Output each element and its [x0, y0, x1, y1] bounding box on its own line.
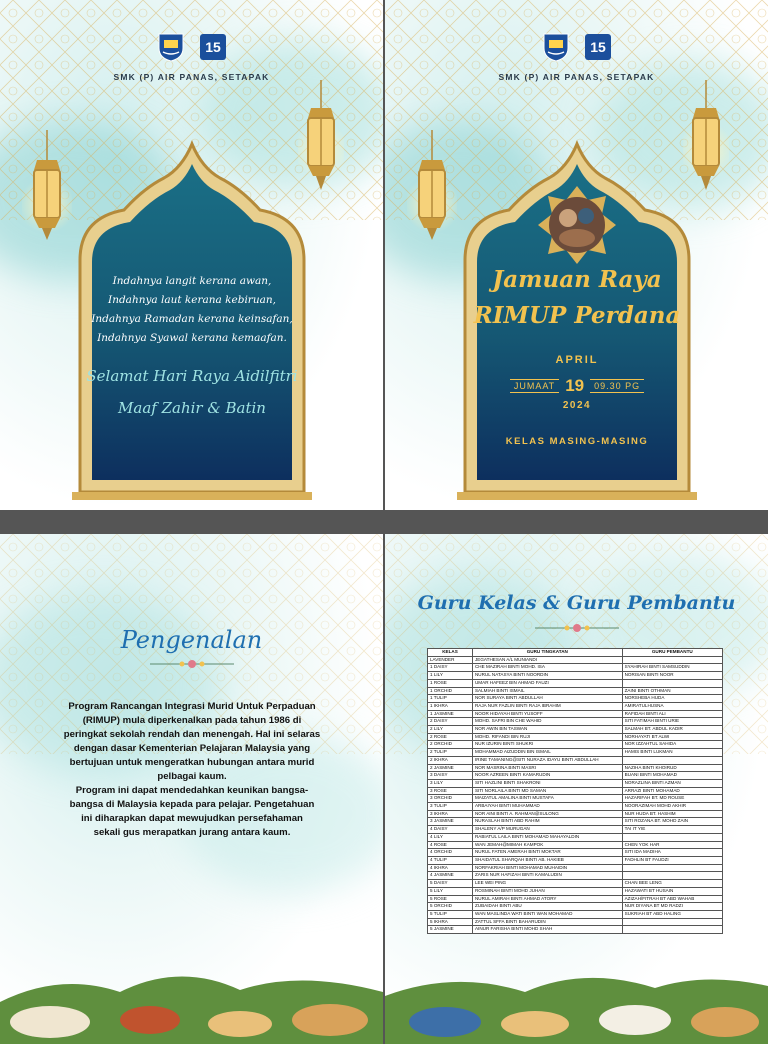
- intro-line: pelbagai kaum.: [157, 771, 227, 782]
- table-row: [428, 679, 723, 687]
- row-form-teacher: NURUL NATASYA BINTI NOORDIN: [472, 672, 622, 680]
- table-row: [428, 864, 723, 872]
- row-assistant-teacher: [622, 833, 722, 841]
- row-class: 4 ORCHID: [428, 849, 473, 857]
- row-class: 5 DAISY: [428, 880, 473, 888]
- school-crest-icon: [542, 32, 570, 62]
- poem-line: Indahnya langit kerana awan,: [112, 275, 272, 287]
- row-assistant-teacher: [622, 864, 722, 872]
- table-row: [428, 849, 723, 857]
- floral-divider-icon: [150, 658, 234, 670]
- row-assistant-teacher: SYAHIRAH BINTI SAMSUDDIN: [622, 664, 722, 672]
- row-form-teacher: NUR IZURIN BINTI SHUKRI: [472, 741, 622, 749]
- event-title: [457, 262, 697, 334]
- row-form-teacher: NURUL AMIRAH BINTI AHMAD ATORY: [472, 895, 622, 903]
- poem: [72, 272, 312, 348]
- row-form-teacher: SITI NORLAILA BINTI MD SAMAN: [472, 787, 622, 795]
- row-form-teacher: SITI HAZLINI BINTI SHAKRONI: [472, 779, 622, 787]
- svg-text:15: 15: [589, 39, 606, 55]
- column-header: KELAS: [428, 649, 473, 657]
- row-class: 1 DAISY: [428, 664, 473, 672]
- row-class: 2 DAISY: [428, 718, 473, 726]
- table-row: [428, 918, 723, 926]
- intro-line: (RIMUP) mula diperkenalkan pada tahun 1986 di: [82, 715, 302, 726]
- table-row: [428, 803, 723, 811]
- table-row: [428, 895, 723, 903]
- poem-line: Indahnya Syawal kerana kemaafan.: [97, 332, 287, 344]
- row-form-teacher: NURASLAH BINTI ABD RAHIM: [472, 818, 622, 826]
- table-row: [428, 787, 723, 795]
- table-row: [428, 810, 723, 818]
- row-class: 4 LILY: [428, 833, 473, 841]
- row-class: LAVENDER: [428, 656, 473, 664]
- intro-line: bertujuan untuk mengeratkan hubungan antara murid: [69, 757, 315, 768]
- row-assistant-teacher: SUKRIAH BT ABD HALING: [622, 910, 722, 918]
- row-form-teacher: IRINE TAMANING@SITI NURAZA IDAYU BINTI ABDULLAH: [472, 756, 622, 764]
- table-row: [428, 856, 723, 864]
- table-header-row: [428, 649, 723, 657]
- table-row: [428, 672, 723, 680]
- table-row: [428, 749, 723, 757]
- row-class: 5 LILY: [428, 887, 473, 895]
- table-row: [428, 926, 723, 934]
- column-header: GURU TINGKATAN: [472, 649, 622, 657]
- row-form-teacher: MOHD. SAFRI BIN CHE WAHID: [472, 718, 622, 726]
- row-form-teacher: NOR SURAYA BINTI ABDULLAH: [472, 695, 622, 703]
- row-form-teacher: ARBAIYAH BINTI MUHAMMAD: [472, 803, 622, 811]
- row-class: 1 TULIP: [428, 695, 473, 703]
- row-form-teacher: SHAIDATUL SHARQAH BINTI AB. HAKIEB: [472, 856, 622, 864]
- table-row: [428, 733, 723, 741]
- row-class: 3 TULIP: [428, 803, 473, 811]
- table-row: [428, 826, 723, 834]
- table-row: [428, 726, 723, 734]
- event-photo-medallion: [538, 186, 616, 264]
- school-name: SMK (P) AIR PANAS, SETAPAK: [498, 72, 655, 82]
- intro-panel: [0, 534, 383, 1044]
- row-class: 5 ROSE: [428, 895, 473, 903]
- row-form-teacher: NOR AINI BINTI A. RAHMAN@SULONG: [472, 810, 622, 818]
- row-form-teacher: RABIATUL LAILA BINTI MOHAMAD MAHAYALDIN: [472, 833, 622, 841]
- lantern-left-icon: [22, 130, 72, 260]
- row-form-teacher: ZATTUL SFFA BINTI BAHARUDIN: [472, 918, 622, 926]
- row-class: 4 IKHRA: [428, 864, 473, 872]
- row-assistant-teacher: CHEN YOK HAR: [622, 841, 722, 849]
- poem-line: Indahnya laut kerana kebiruan,: [108, 294, 276, 306]
- row-class: 3 DAISY: [428, 772, 473, 780]
- intro-line: sekali gus merapatkan jurang antara kaum.: [93, 827, 291, 838]
- intro-line: Program Rancangan Integrasi Murid Untuk Perpaduan: [68, 701, 316, 712]
- row-class: 5 TULIP: [428, 910, 473, 918]
- intro-line: Program ini dapat mendedahkan keunikan bangsa-: [75, 785, 309, 796]
- row-class: 2 TULIP: [428, 749, 473, 757]
- row-class: 4 ROSE: [428, 841, 473, 849]
- row-form-teacher: WAN JEMAH@MIMAH KAMPOK: [472, 841, 622, 849]
- row-assistant-teacher: BUANI BINTI MOHAMAD: [622, 772, 722, 780]
- row-class: 1 ORCHID: [428, 687, 473, 695]
- row-class: 2 JASMINE: [428, 764, 473, 772]
- row-assistant-teacher: HAZAWATI BT HUSAIN: [622, 887, 722, 895]
- teachers-table-body: [428, 656, 723, 933]
- greeting-line: Selamat Hari Raya Aidilfitri: [86, 367, 298, 385]
- intro-title: Pengenalan: [120, 626, 263, 654]
- row-form-teacher: ZARIS NUR HAFIZAH BINTI KAMALUDIN: [472, 872, 622, 880]
- row-class: 3 JASMINE: [428, 818, 473, 826]
- table-row: [428, 664, 723, 672]
- table-row: [428, 872, 723, 880]
- row-class: 4 DAISY: [428, 826, 473, 834]
- row-assistant-teacher: [622, 918, 722, 926]
- table-row: [428, 741, 723, 749]
- table-row: [428, 764, 723, 772]
- row-class: 1 ROSE: [428, 679, 473, 687]
- row-assistant-teacher: [622, 756, 722, 764]
- table-row: [428, 887, 723, 895]
- lantern-left-icon: [407, 130, 457, 260]
- row-assistant-teacher: CHAN BEE LENG: [622, 880, 722, 888]
- table-row: [428, 903, 723, 911]
- row-class: 1 LILY: [428, 672, 473, 680]
- poem-line: Indahnya Ramadan kerana keinsafan,: [91, 313, 293, 325]
- row-assistant-teacher: [622, 679, 722, 687]
- svg-text:15: 15: [204, 39, 221, 55]
- event-day: 19: [565, 376, 585, 395]
- row-form-teacher: UMAR HAFEEZ BIN AHMAD FAUZI: [472, 679, 622, 687]
- row-class: 4 JASMINE: [428, 872, 473, 880]
- row-assistant-teacher: NORISAN BINTI NOOR: [622, 672, 722, 680]
- anniversary-logo-icon: [584, 32, 612, 62]
- table-row: [428, 710, 723, 718]
- table-row: [428, 910, 723, 918]
- row-class: 1 IKHRA: [428, 702, 473, 710]
- row-form-teacher: SHALENY A/P MURUGAN: [472, 826, 622, 834]
- row-class: 3 ROSE: [428, 787, 473, 795]
- row-assistant-teacher: HAMIS BINTI LUKMAN: [622, 749, 722, 757]
- row-form-teacher: ROSMINAH BINTI MOHD JUHAN: [472, 887, 622, 895]
- row-form-teacher: NOR AWIN BIN TASWAN: [472, 726, 622, 734]
- row-form-teacher: RAJA NUR FAZLIN BINTI RAJA IBRAHIM: [472, 702, 622, 710]
- row-assistant-teacher: NORHAYATI BT ALWI: [622, 733, 722, 741]
- row-class: 2 LILY: [428, 726, 473, 734]
- school-logos: [157, 32, 227, 62]
- row-class: 5 IKHRA: [428, 918, 473, 926]
- row-class: 4 TULIP: [428, 856, 473, 864]
- raya-greeting: [72, 360, 312, 424]
- row-form-teacher: JEGATHESAN A/L MUNIANDI: [472, 656, 622, 664]
- teachers-table: [427, 648, 723, 934]
- row-form-teacher: NURUL FATEN AMERAH BINTI MOKTAR: [472, 849, 622, 857]
- table-row: [428, 880, 723, 888]
- row-form-teacher: CHE MAZIRAH BINTI MOHD. ISA: [472, 664, 622, 672]
- event-panel: [385, 0, 768, 510]
- row-class: 1 JASMINE: [428, 710, 473, 718]
- table-row: [428, 695, 723, 703]
- table-row: [428, 841, 723, 849]
- greeting-line: Maaf Zahir & Batin: [118, 399, 266, 417]
- intro-line: ini diharapkan dapat mewujudkan persefahaman: [81, 813, 303, 824]
- event-title-line: Jamuan Raya: [492, 266, 662, 293]
- row-assistant-teacher: RAFIDAH BINTI ALI: [622, 710, 722, 718]
- school-logos: [542, 32, 612, 62]
- row-assistant-teacher: NUR HUDA BT. HASHIM: [622, 810, 722, 818]
- row-assistant-teacher: HAZARIFAH BT. MD ROUSE: [622, 795, 722, 803]
- event-year: 2024: [562, 400, 592, 411]
- row-class: 2 ROSE: [428, 733, 473, 741]
- teachers-title: Guru Kelas & Guru Pembantu: [417, 592, 736, 614]
- row-assistant-teacher: SITI FATIMAH BINTI URIE: [622, 718, 722, 726]
- anniversary-logo-icon: [199, 32, 227, 62]
- row-assistant-teacher: NOR IZZAHTUL SAHIDA: [622, 741, 722, 749]
- row-class: 3 LILY: [428, 779, 473, 787]
- row-form-teacher: MAIZATUL AMALINA BINTI MUSTAFA: [472, 795, 622, 803]
- school-name: SMK (P) AIR PANAS, SETAPAK: [113, 72, 270, 82]
- row-assistant-teacher: AZIZAH/FITRAH BT ABD WAHAB: [622, 895, 722, 903]
- row-assistant-teacher: NORSHEBA HUDA: [622, 695, 722, 703]
- row-assistant-teacher: SITI IDA MADIHA: [622, 849, 722, 857]
- table-row: [428, 833, 723, 841]
- event-time: 09.30 PG: [590, 379, 644, 393]
- event-weekday: JUMAAT: [510, 379, 559, 393]
- column-header: GURU PEMBANTU: [622, 649, 722, 657]
- event-title-line: RIMUP Perdana: [473, 302, 681, 329]
- row-form-teacher: SALMIAH BINTI ISMAIL: [472, 687, 622, 695]
- row-assistant-teacher: AMIRATULHUSNA: [622, 702, 722, 710]
- row-assistant-teacher: ARRAZI BINTI MOHAMAD: [622, 787, 722, 795]
- row-form-teacher: NORFAKRIAH BINTI MOHAMAD MUHAIDIN: [472, 864, 622, 872]
- table-row: [428, 779, 723, 787]
- row-form-teacher: WAN MASLINDA WATI BINTI WAN MOHAMAD: [472, 910, 622, 918]
- row-form-teacher: ZUBAIDAH BINTI ABU: [472, 903, 622, 911]
- row-class: 2 IKHRA: [428, 756, 473, 764]
- row-form-teacher: AINUR FARISHA BINTI MOHD SHAH: [472, 926, 622, 934]
- table-row: [428, 687, 723, 695]
- row-assistant-teacher: [622, 872, 722, 880]
- table-row: [428, 772, 723, 780]
- row-assistant-teacher: SITI ROZANA BT. MOHD ZAIN: [622, 818, 722, 826]
- row-form-teacher: NOOR AZREEN BINTI KAMARUDIN: [472, 772, 622, 780]
- row-assistant-teacher: NAZIHA BINTI KHOIRUD: [622, 764, 722, 772]
- row-assistant-teacher: FADHLIN BT FAUDZI: [622, 856, 722, 864]
- school-crest-icon: [157, 32, 185, 62]
- teachers-panel: [385, 534, 768, 1044]
- row-assistant-teacher: NORAZLINA BINTI AZMAN: [622, 779, 722, 787]
- row-assistant-teacher: SALMAH BT. ABDUL KADIR: [622, 726, 722, 734]
- row-assistant-teacher: [622, 926, 722, 934]
- row-form-teacher: NOR MASRINA BINTI MASRI: [472, 764, 622, 772]
- row-class: 5 ORCHID: [428, 903, 473, 911]
- intro-line: peringkat sekolah rendah dan menengah. Hal ini selaras: [63, 729, 321, 740]
- intro-line: bangsa di Malaysia kepada para pelajar. Pengetahuan: [69, 799, 315, 810]
- row-assistant-teacher: ZAINI BINTI OTHMAN: [622, 687, 722, 695]
- event-month: APRIL: [555, 354, 599, 366]
- row-assistant-teacher: [622, 656, 722, 664]
- row-assistant-teacher: NUR DIYANA BT MD RADZI: [622, 903, 722, 911]
- intro-line: dengan dasar Kementerian Pelajaran Malaysia yang: [73, 743, 311, 754]
- raya-food-illustration: [0, 962, 383, 1044]
- row-class: 3 IKHRA: [428, 810, 473, 818]
- intro-paragraph: [34, 700, 350, 840]
- row-class: 5 JASMINE: [428, 926, 473, 934]
- raya-food-illustration: [385, 962, 768, 1044]
- table-row: [428, 718, 723, 726]
- table-row: [428, 702, 723, 710]
- event-venue: KELAS MASING-MASING: [505, 436, 649, 447]
- row-assistant-teacher: NOORAZIMAH MOHD AKHIR: [622, 803, 722, 811]
- row-class: 3 ORCHID: [428, 795, 473, 803]
- row-form-teacher: MOHD. RIFANDI BIN RUJI: [472, 733, 622, 741]
- event-date-row: [457, 376, 697, 396]
- table-row: [428, 656, 723, 664]
- row-class: 2 ORCHID: [428, 741, 473, 749]
- cover-panel: [0, 0, 383, 510]
- row-form-teacher: LEE WEI PING: [472, 880, 622, 888]
- table-row: [428, 756, 723, 764]
- row-assistant-teacher: TAI IT YIE: [622, 826, 722, 834]
- table-row: [428, 795, 723, 803]
- row-form-teacher: NOOR HIDAYAH BINTI YUSOFF: [472, 710, 622, 718]
- row-form-teacher: MOHAMMAD AIZUDDIN BIN ISMAIL: [472, 749, 622, 757]
- floral-divider-icon: [535, 622, 619, 634]
- table-row: [428, 818, 723, 826]
